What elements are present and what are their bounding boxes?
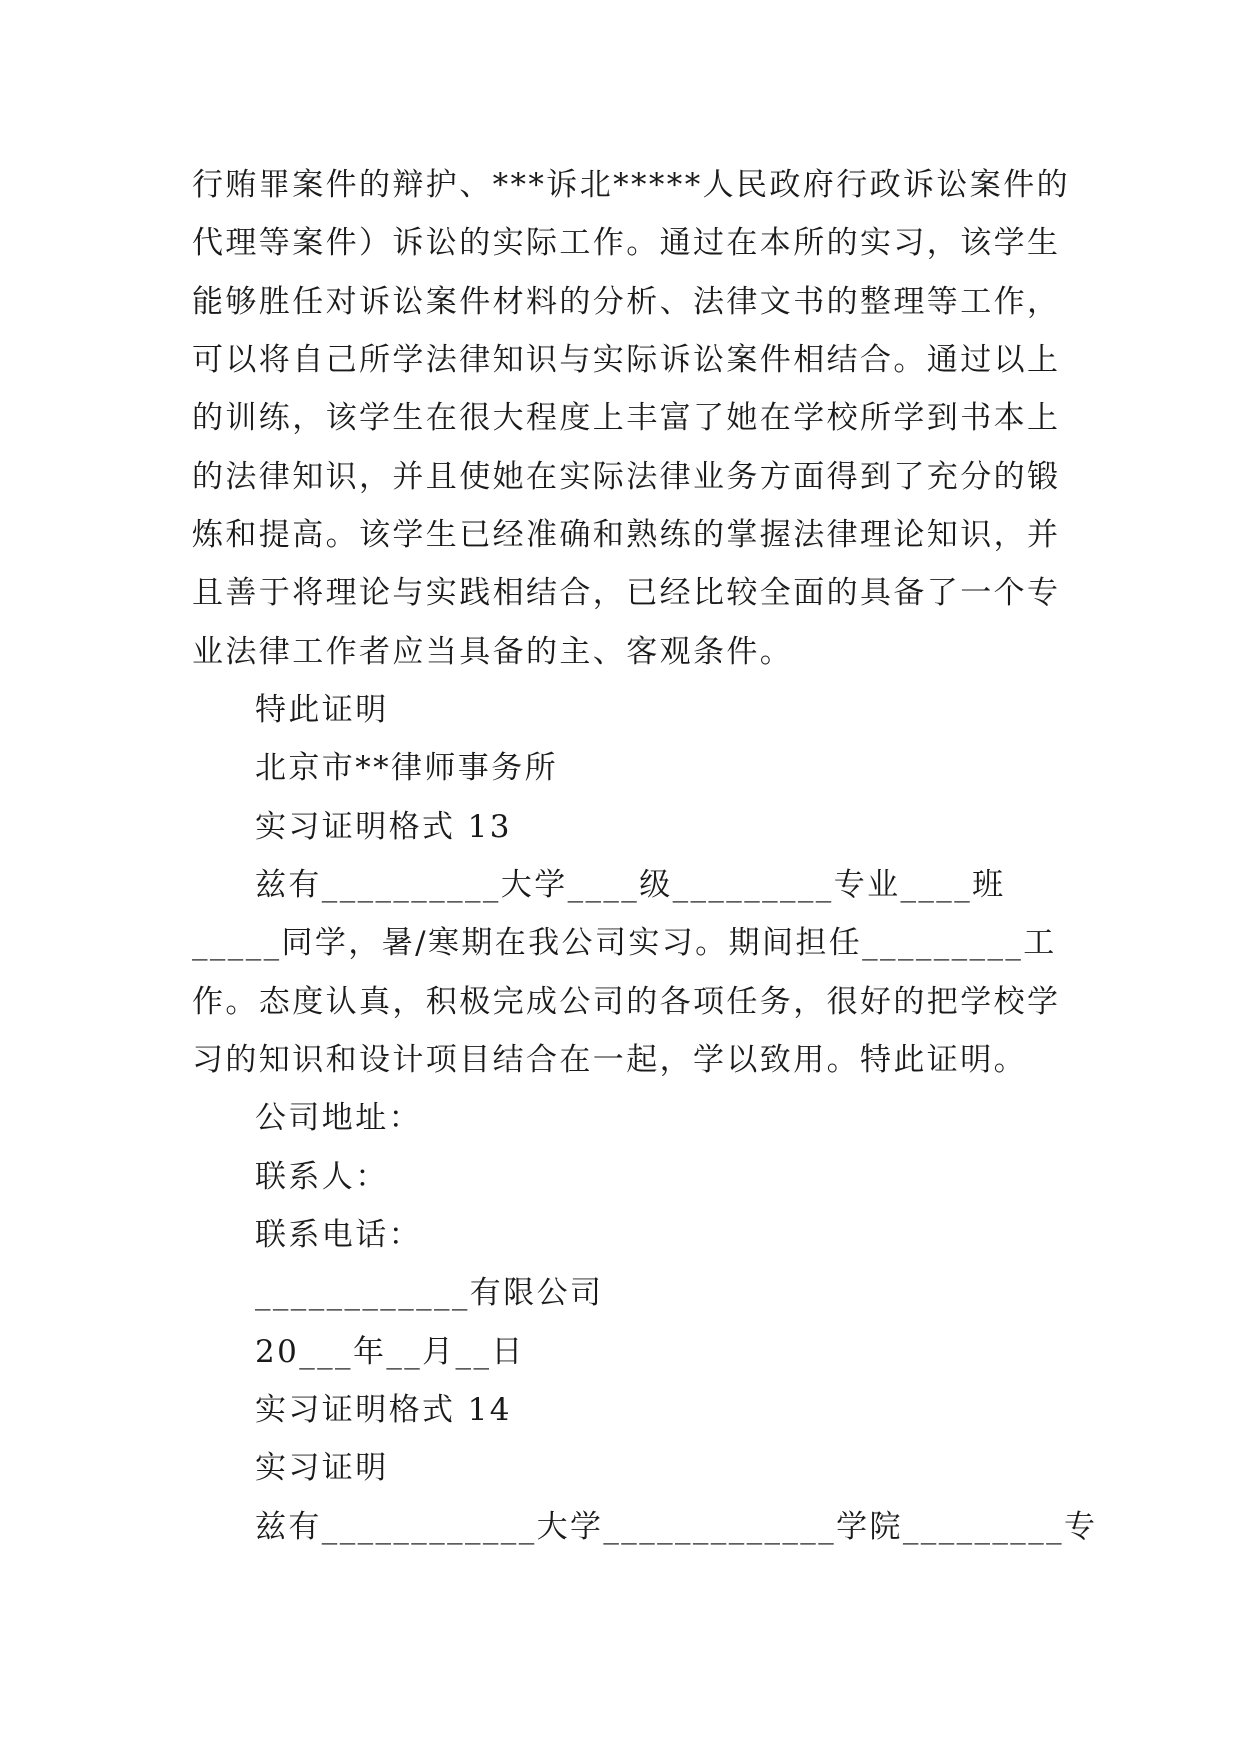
body-text-line: 的法律知识，并且使她在实际法律业务方面得到了充分的锻 [192, 459, 1061, 495]
issuer-name: 北京市**律师事务所 [255, 750, 558, 786]
body-text-line: 作。态度认真，积极完成公司的各项任务，很好的把学校学 [192, 984, 1061, 1020]
section-heading: 实习证明格式 13 [255, 809, 512, 845]
body-text-line: 业法律工作者应当具备的主、客观条件。 [192, 634, 794, 670]
body-text-line: 能够胜任对诉讼案件材料的分析、法律文书的整理等工作， [192, 284, 1061, 320]
certificate-title: 实习证明 [255, 1450, 389, 1486]
body-text-line: 可以将自己所学法律知识与实际诉讼案件相结合。通过以上 [192, 342, 1061, 378]
contact-person-label: 联系人： [255, 1159, 389, 1195]
body-text-line: 行贿罪案件的辩护、***诉北*****人民政府行政诉讼案件的 [192, 167, 1070, 203]
body-text-line: 习的知识和设计项目结合在一起，学以致用。特此证明。 [192, 1042, 1027, 1078]
body-text-line: 的训练，该学生在很大程度上丰富了她在学校所学到书本上 [192, 400, 1061, 436]
body-text-line: 兹有____________大学_____________学院_________专 [255, 1509, 1098, 1545]
contact-phone-label: 联系电话： [255, 1217, 422, 1253]
body-text-line: 代理等案件）诉讼的实际工作。通过在本所的实习，该学生 [192, 225, 1061, 261]
body-text-line: 且善于将理论与实践相结合，已经比较全面的具备了一个专 [192, 575, 1061, 611]
date-blank: 20___年__月__日 [255, 1334, 525, 1370]
body-text-line: 兹有__________大学____级_________专业____班 [255, 867, 1006, 903]
company-address-label: 公司地址： [255, 1100, 422, 1136]
body-text-line: _____同学，暑/寒期在我公司实习。期间担任_________工 [192, 925, 1057, 961]
body-text-line: 炼和提高。该学生已经准确和熟练的掌握法律理论知识，并 [192, 517, 1061, 553]
certification-statement: 特此证明 [255, 692, 389, 728]
company-name-blank: ____________有限公司 [255, 1275, 604, 1311]
section-heading: 实习证明格式 14 [255, 1392, 512, 1428]
